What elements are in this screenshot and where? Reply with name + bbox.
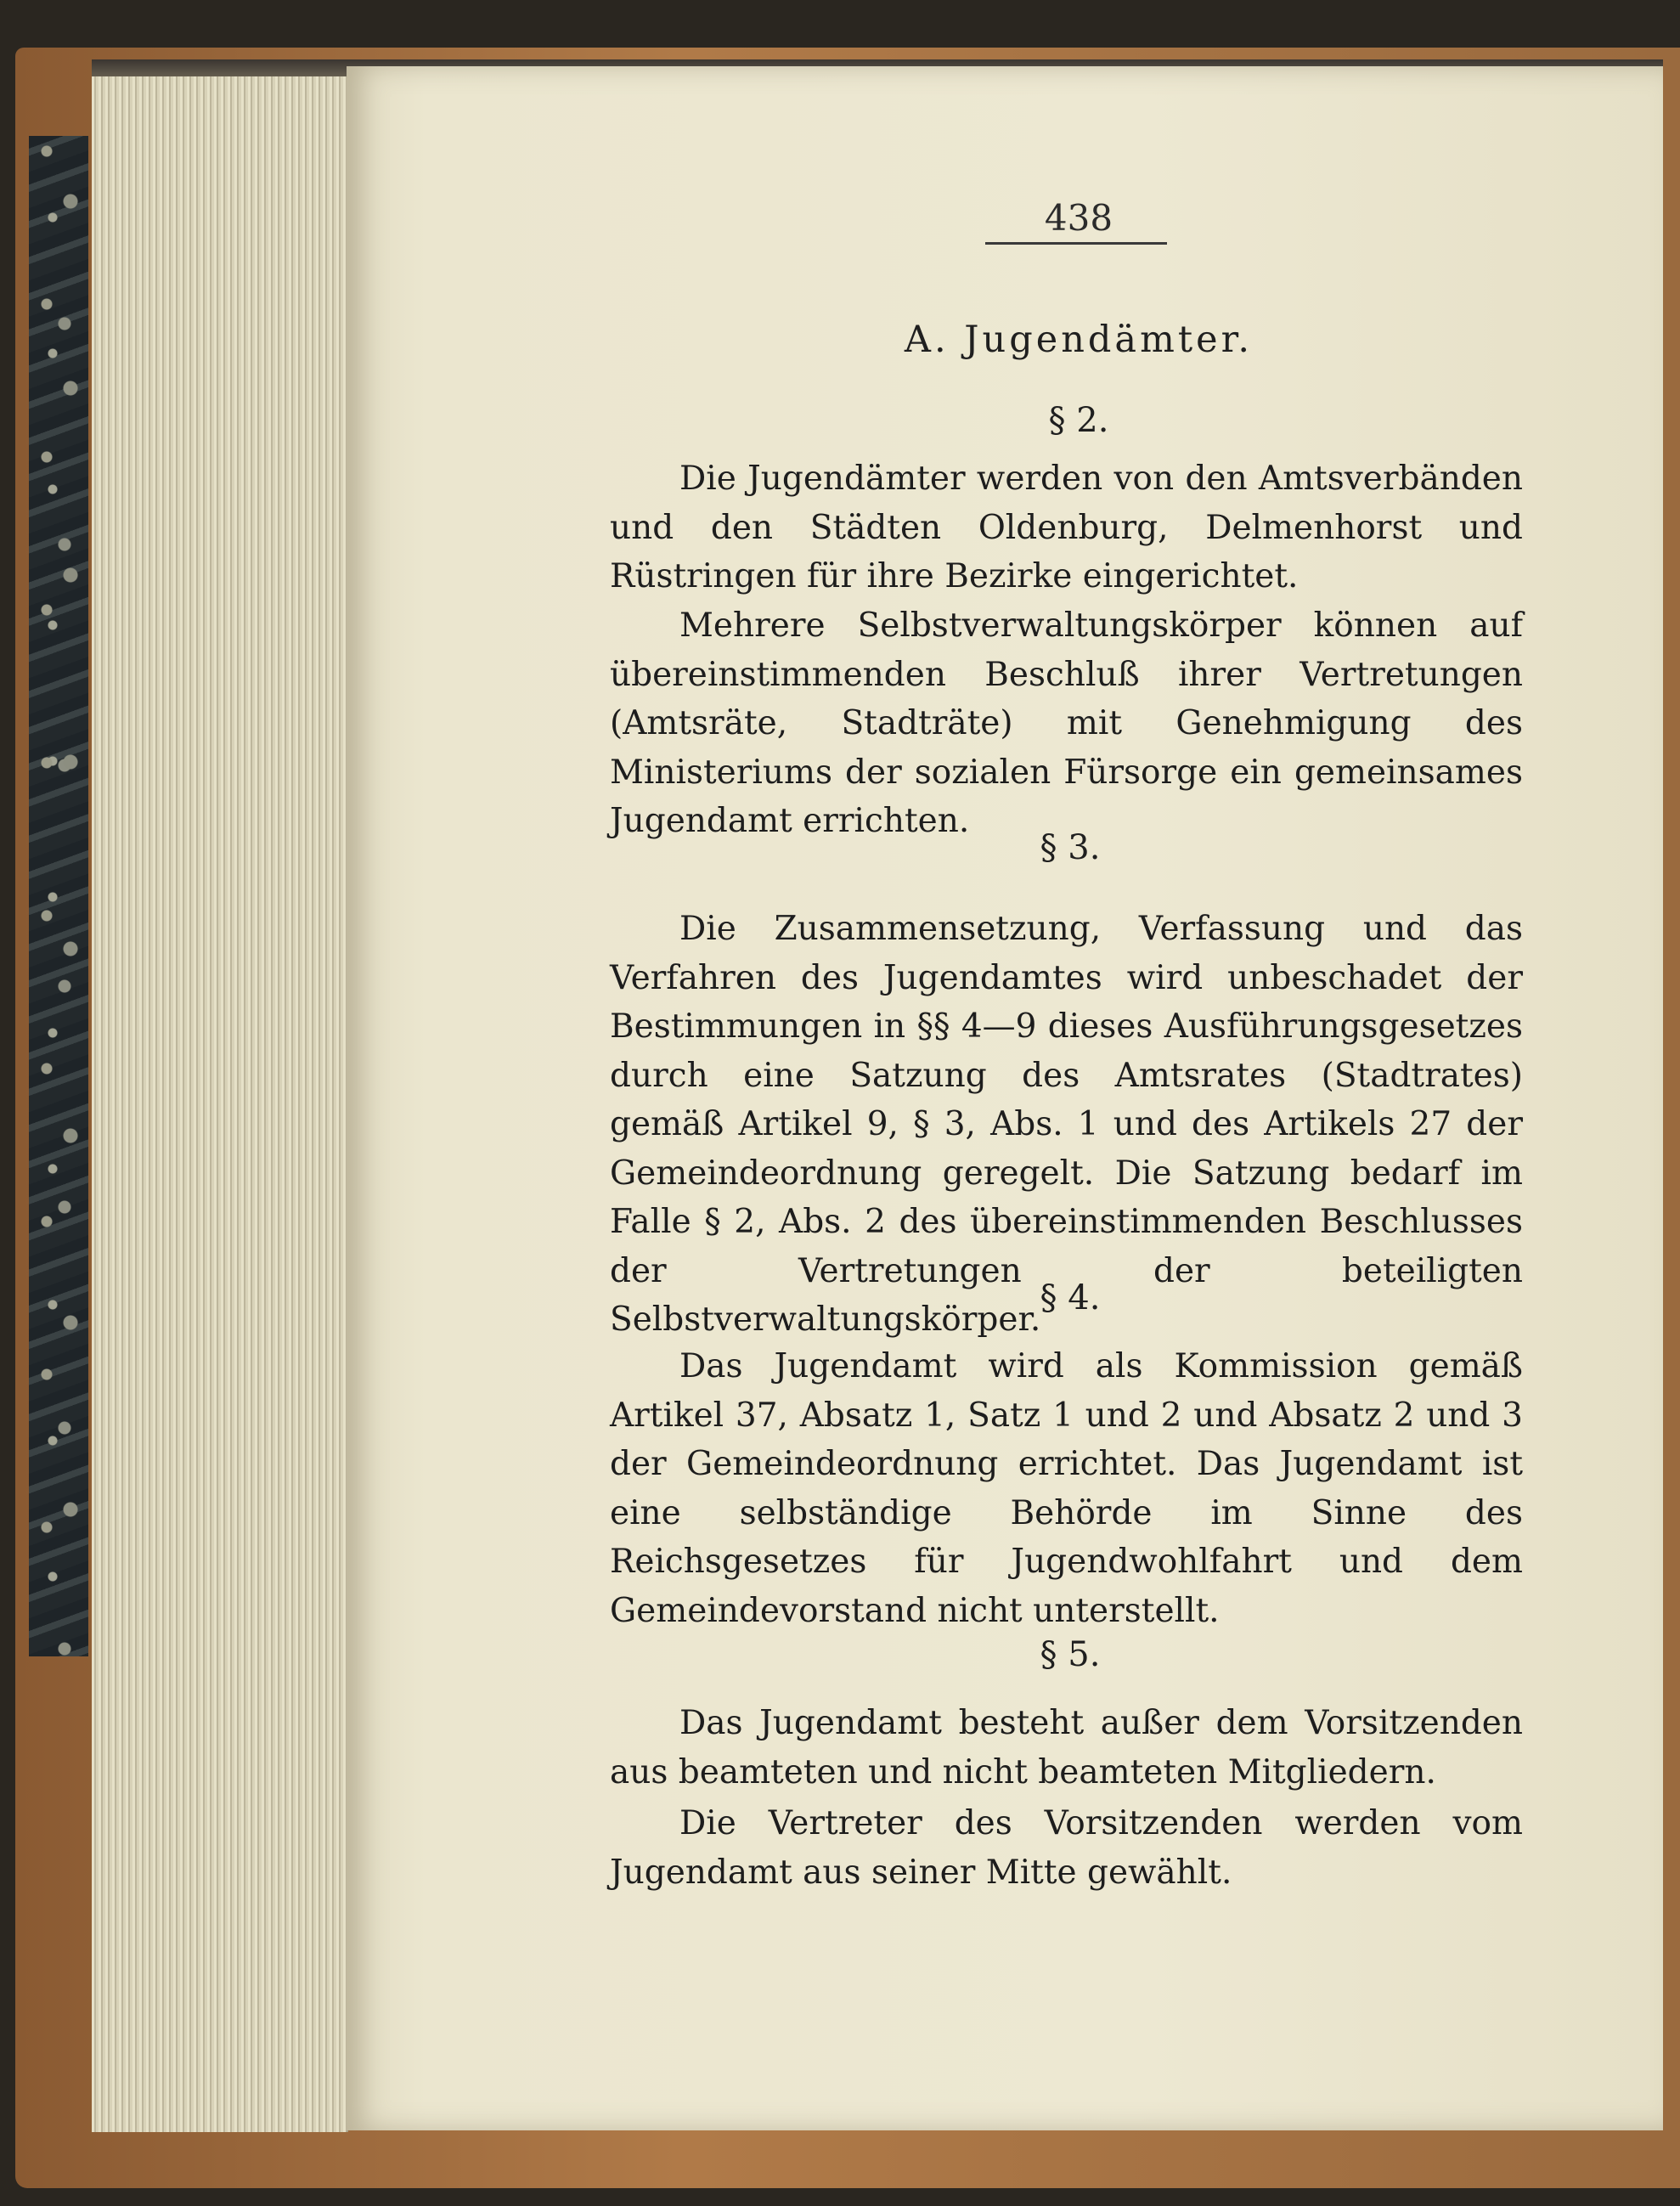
- section-2-paragraph-1: Die Jugendämter werden von den Amtsverbänden und den Städten Oldenburg, Delmenhorst und Rüstringen für ihre Bezirke eingerichtet.: [610, 460, 1523, 595]
- section-2-heading: § 2.: [1048, 401, 1109, 440]
- page-number: 438: [1044, 197, 1113, 239]
- section-2-paragraph-2: Mehrere Selbstverwaltungskörper können auf übereinstimmenden Beschluß ihrer Vertretungen (Amtsräte, Stadträte) mit Genehmigung des Ministeriums der sozialen Fürsorge ein gemeinsames Jugendamt errichten.: [610, 607, 1523, 840]
- marbled-spine: [29, 136, 88, 1656]
- section-4-heading: § 4.: [1040, 1278, 1101, 1317]
- section-3-paragraph-1: Die Zusammensetzung, Verfassung und das Verfahren des Jugendamtes wird unbeschadet der Bestimmungen in §§ 4—9 dieses Ausführungsgesetzes durch eine Satzung des Amtsrates (Stadtrates) gemäß Artikel 9, § 3, Abs. 1 und des Artikels 27 der Gemeindeordnung geregelt. Die Satzung bedarf im Falle § 2, Abs. 2 des übereinstimmenden Beschlusses der Vertretungen der beteiligten Selbstverwaltungskörper.: [610, 910, 1523, 1339]
- page-heading: A. Jugendämter.: [904, 319, 1254, 361]
- page-number-rule: [985, 242, 1167, 245]
- section-4-paragraph-1: Das Jugendamt wird als Kommission gemäß Artikel 37, Absatz 1, Satz 1 und 2 und Absatz 2 und 3 der Gemeindeordnung errichtet. Das Jugendamt ist eine selbständige Behörde im Sinne des Reichsgesetzes für Jugendwohlfahrt und dem Gemeindevorstand nicht unterstellt.: [610, 1347, 1523, 1630]
- section-5-paragraph-2: Die Vertreter des Vorsitzenden werden vom Jugendamt aus seiner Mitte gewählt.: [610, 1804, 1523, 1892]
- page-edges: [92, 76, 348, 2132]
- section-5-paragraph-1: Das Jugendamt besteht außer dem Vorsitzenden aus beamteten und nicht beamteten Mitgliedern.: [610, 1704, 1523, 1791]
- section-5-heading: § 5.: [1040, 1635, 1101, 1674]
- section-3-heading: § 3.: [1040, 828, 1101, 867]
